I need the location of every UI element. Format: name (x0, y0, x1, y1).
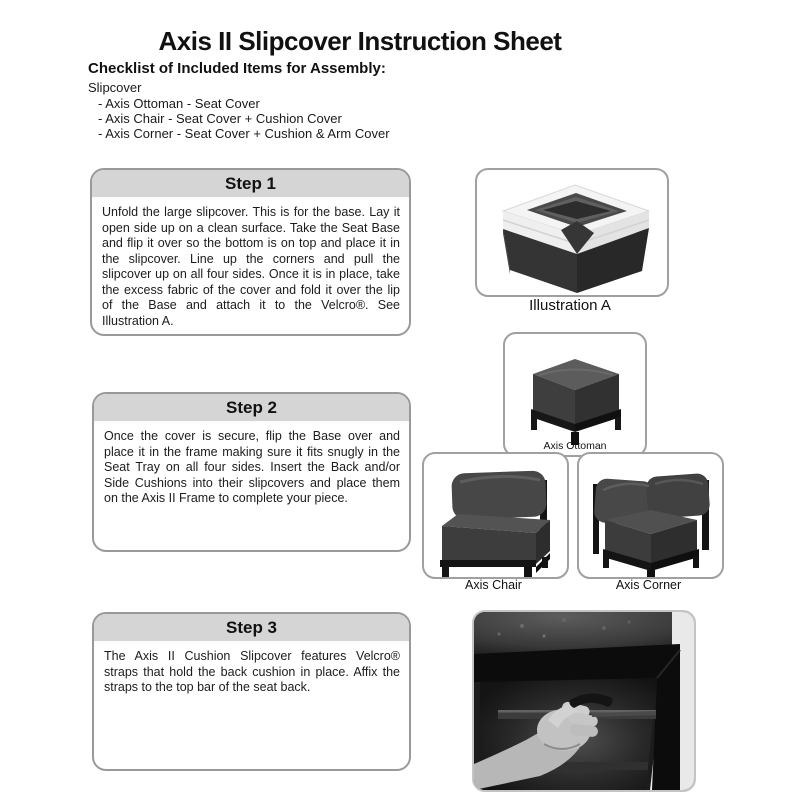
ottoman-figure (503, 332, 647, 457)
checklist-item-chair: - Axis Chair - Seat Cover + Cushion Cover (98, 111, 342, 126)
hand-attaching-strap-image (474, 612, 694, 790)
chair-figure (422, 452, 569, 579)
checklist-list (88, 96, 508, 141)
step-2-text: Once the cover is secure, flip the Base over and place it in the frame making sure it fits snugly in the Seat Tray on all four sides. Insert the Back and/or Side Cushions into their slipcovers and place them on the Axis II Frame to complete your piece. (104, 429, 400, 505)
chair-image (424, 454, 567, 577)
step-2-card (92, 392, 411, 552)
ottoman-caption: Axis Ottoman (543, 440, 607, 452)
step-3-text: The Axis II Cushion Slipcover features Velcro® straps that hold the back cushion in place. Affix the straps to the top bar of the seat back. (104, 649, 400, 694)
step-3-header: Step 3 (94, 614, 409, 643)
checklist-section (88, 60, 508, 141)
velcro-strap-photo (472, 610, 696, 792)
chair-caption: Axis Chair (465, 578, 522, 592)
ottoman-image (505, 334, 645, 455)
checklist-item-ottoman: - Axis Ottoman - Seat Cover (98, 96, 260, 111)
illustration-a-caption: Illustration A (529, 297, 611, 314)
checklist-item-corner: - Axis Corner - Seat Cover + Cushion & Arm Cover (98, 126, 390, 141)
corner-caption: Axis Corner (615, 578, 682, 592)
step-1-text: Unfold the large slipcover. This is for the base. Lay it open side up on a clean surface. Take the Seat Base and flip it over so the bottom is on top and place it in the slipcover. Line up the corners and pull the slipcover up on all four sides. Once it is in place, take the excess fabric of the cover and fold it over the lip of the Base and attach it to the Velcro®. See Illustration A. (102, 205, 400, 328)
step-3-card (92, 612, 411, 771)
checklist-heading: Checklist of Included Items for Assembly: (88, 60, 386, 77)
illustration-a-figure (475, 168, 669, 297)
step-1-card (90, 168, 411, 336)
corner-chair-image (579, 454, 722, 577)
page-title: Axis II Slipcover Instruction Sheet (158, 26, 562, 56)
corner-figure (577, 452, 724, 579)
step-2-header: Step 2 (94, 394, 409, 423)
slipcover-base-image (477, 170, 667, 295)
step-1-header: Step 1 (92, 170, 409, 199)
checklist-category: Slipcover (88, 80, 142, 95)
